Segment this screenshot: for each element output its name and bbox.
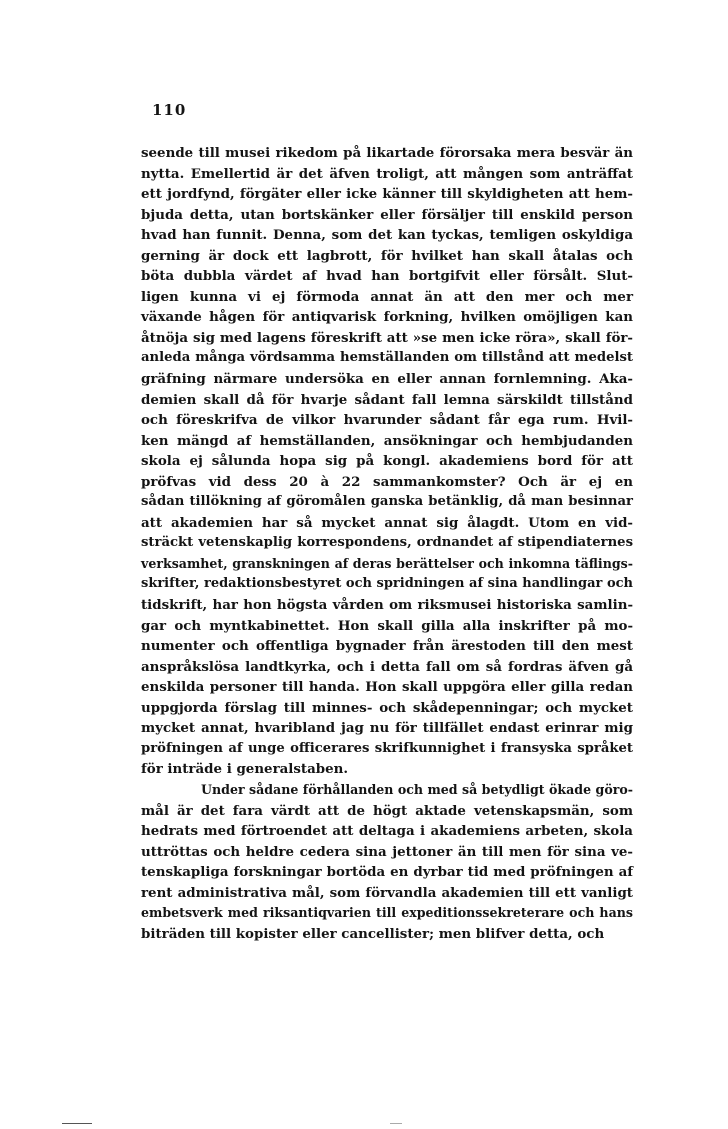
- text-line: hvad han funnit. Denna, som det kan tyckas, temligen oskyldiga: [141, 227, 633, 244]
- text-line: Under sådane förhållanden och med så betydligt ökade göro-: [201, 781, 633, 797]
- text-line: rent administrativa mål, som förvandla akademien till ett vanligt: [141, 884, 633, 901]
- text-line: ligen kunna vi ej förmoda annat än att den mer och mer: [141, 288, 633, 305]
- text-line: pröfvas vid dess 20 à 22 sammankomster? Och är ej en: [141, 473, 633, 490]
- text-line: böta dubbla värdet af hvad han bortgifvit eller försålt. Slut-: [141, 268, 633, 285]
- text-line: skola ej sålunda hopa sig på kongl. akademiens bord för att: [141, 453, 633, 470]
- text-line: åtnöja sig med lagens föreskrift att »se men icke röra», skall för-: [141, 329, 633, 346]
- scan-mark: [62, 1123, 92, 1124]
- text-line: uppgjorda förslag till minnes- och skådepenningar; och mycket: [141, 699, 633, 716]
- text-line: och föreskrifva de vilkor hvarunder sådant får ega rum. Hvil-: [141, 412, 633, 429]
- text-line: anleda många vördsamma hemställanden om tillstånd att medelst: [141, 350, 633, 366]
- text-line: för inträde i generalstaben.: [141, 761, 349, 778]
- text-line: seende till musei rikedom på likartade förorsaka mera besvär än: [141, 145, 633, 161]
- scan-mark: [390, 1123, 402, 1124]
- text-line: enskilda personer till handa. Hon skall uppgöra eller gilla redan: [141, 679, 633, 696]
- text-line: pröfningen af unge officerares skrifkunnighet i fransyska språket: [141, 740, 633, 756]
- text-line: demien skall då för hvarje sådant fall lemna särskildt tillstånd: [141, 391, 633, 408]
- text-line: hedrats med förtroendet att deltaga i akademiens arbeten, skola: [141, 823, 633, 840]
- text-line: anspråkslösa landtkyrka, och i detta fall om så fordras äfven gå: [141, 658, 633, 675]
- text-line: mycket annat, hvaribland jag nu för tillfället endast erinrar mig: [141, 720, 633, 737]
- text-line: mål är det fara värdt att de högt aktade vetenskapsmän, som: [141, 802, 633, 819]
- text-line: tenskapliga forskningar bortöda en dyrbar tid med pröfningen af: [141, 864, 633, 881]
- text-line: numenter och offentliga bygnader från ärestoden till den mest: [141, 638, 633, 655]
- text-line: embetsverk med riksantiqvarien till expeditionssekreterare och hans: [141, 905, 633, 921]
- text-line: växande hågen för antiqvarisk forkning, hvilken omöjligen kan: [141, 309, 633, 326]
- text-line: gräfning närmare undersöka en eller annan fornlemning. Aka-: [141, 371, 633, 388]
- text-line: biträden till kopister eller cancellister; men blifver detta, och: [141, 925, 605, 942]
- text-line: ken mängd af hemställanden, ansökningar och hembjudanden: [141, 432, 633, 449]
- text-line: gerning är dock ett lagbrott, för hvilket han skall åtalas och: [141, 247, 633, 264]
- text-line: tidskrift, har hon högsta vården om riksmusei historiska samlin-: [141, 597, 633, 614]
- text-line: gar och myntkabinettet. Hon skall gilla alla inskrifter på mo-: [141, 617, 633, 634]
- text-line: att akademien har så mycket annat sig ålagdt. Utom en vid-: [141, 514, 633, 531]
- text-line: skrifter, redaktionsbestyret och spridningen af sina handlingar och: [141, 576, 633, 592]
- text-line: bjuda detta, utan bortskänker eller försäljer till enskild person: [141, 206, 633, 223]
- page-number: 110: [152, 101, 187, 119]
- text-line: sträckt vetenskaplig korrespondens, ordnandet af stipendiaternes: [141, 535, 633, 551]
- text-line: uttröttas och heldre cedera sina jettoner än till men för sina ve-: [141, 843, 633, 860]
- text-line: verksamhet, granskningen af deras berättelser och inkomna täflings-: [141, 555, 633, 571]
- text-line: sådan tillökning af göromålen ganska betänklig, då man besinnar: [141, 494, 633, 510]
- text-line: ett jordfynd, förgäter eller icke känner till skyldigheten att hem-: [141, 186, 633, 203]
- body-text: [141, 143, 633, 944]
- text-line: nytta. Emellertid är det äfven troligt, att mången som anträffat: [141, 165, 633, 182]
